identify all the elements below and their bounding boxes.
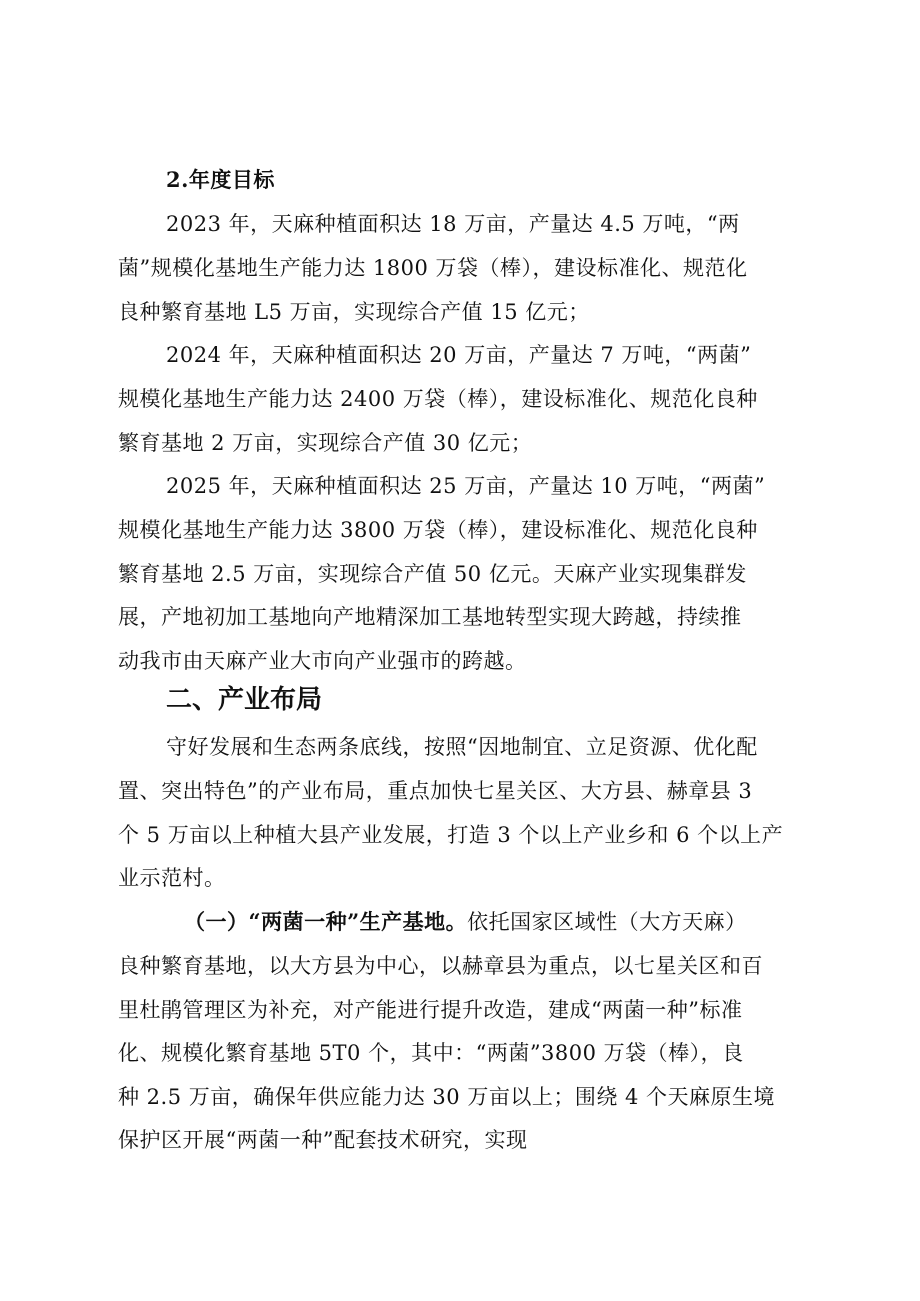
target-2023-line-1: 2023 年，天麻种植面积达 18 万亩，产量达 4.5 万吨，“两 xyxy=(166,212,740,236)
target-2023-line-3: 良种繁育基地 L5 万亩，实现综合产值 15 亿元； xyxy=(118,300,590,324)
target-2025-line-4: 展，产地初加工基地向产地精深加工基地转型实现大跨越，持续推 xyxy=(118,605,742,629)
base-paragraph-line-6: 保护区开展“两菌一种”配套技术研究，实现 xyxy=(118,1128,528,1152)
target-2023-line-2: 菌”规模化基地生产能力达 1800 万袋（棒），建设标准化、规范化 xyxy=(118,256,748,280)
section-heading-industry-layout: 二、产业布局 xyxy=(166,685,323,715)
base-paragraph-line-2: 良种繁育基地，以大方县为中心，以赫章县为重点，以七星关区和百 xyxy=(118,954,763,978)
layout-paragraph-line-3: 个 5 万亩以上种植大县产业发展，打造 3 个以上产业乡和 6 个以上产 xyxy=(118,823,784,847)
layout-paragraph-line-4: 业示范村。 xyxy=(118,866,226,890)
base-paragraph-line-1 xyxy=(184,907,808,937)
base-paragraph-line-3: 里杜鹃管理区为补充，对产能进行提升改造，建成“两菌一种”标准 xyxy=(118,998,743,1022)
layout-paragraph-line-1: 守好发展和生态两条底线，按照“因地制宜、立足资源、优化配 xyxy=(166,735,758,759)
target-2024-line-3: 繁育基地 2 万亩，实现综合产值 30 亿元； xyxy=(118,431,533,455)
base-paragraph-line-5: 种 2.5 万亩，确保年供应能力达 30 万亩以上；围绕 4 个天麻原生境 xyxy=(118,1085,776,1109)
target-2025-line-5: 动我市由天麻产业大市向产业强市的跨越。 xyxy=(118,649,527,673)
target-2025-line-1: 2025 年，天麻种植面积达 25 万亩，产量达 10 万吨，“两菌” xyxy=(166,474,766,498)
base-paragraph-first-rest: 依托国家区域性（大方天麻） xyxy=(467,910,747,934)
base-paragraph-line-4: 化、规模化繁育基地 5T0 个，其中：“两菌”3800 万袋（棒），良 xyxy=(118,1041,744,1065)
layout-paragraph-line-2: 置、突出特色”的产业布局，重点加快七星关区、大方县、赫章县 3 xyxy=(118,779,753,803)
target-2025-line-2: 规模化基地生产能力达 3800 万袋（棒），建设标准化、规范化良种 xyxy=(118,518,758,542)
target-2024-line-1: 2024 年，天麻种植面积达 20 万亩，产量达 7 万吨，“两菌” xyxy=(166,343,752,367)
base-paragraph-lead: （一）“两菌一种”生产基地。 xyxy=(184,909,468,934)
subheading-annual-targets: 2.年度目标 xyxy=(166,167,275,192)
target-2025-line-3: 繁育基地 2.5 万亩，实现综合产值 50 亿元。天麻产业实现集群发 xyxy=(118,562,747,586)
target-2024-line-2: 规模化基地生产能力达 2400 万袋（棒），建设标准化、规范化良种 xyxy=(118,387,758,411)
